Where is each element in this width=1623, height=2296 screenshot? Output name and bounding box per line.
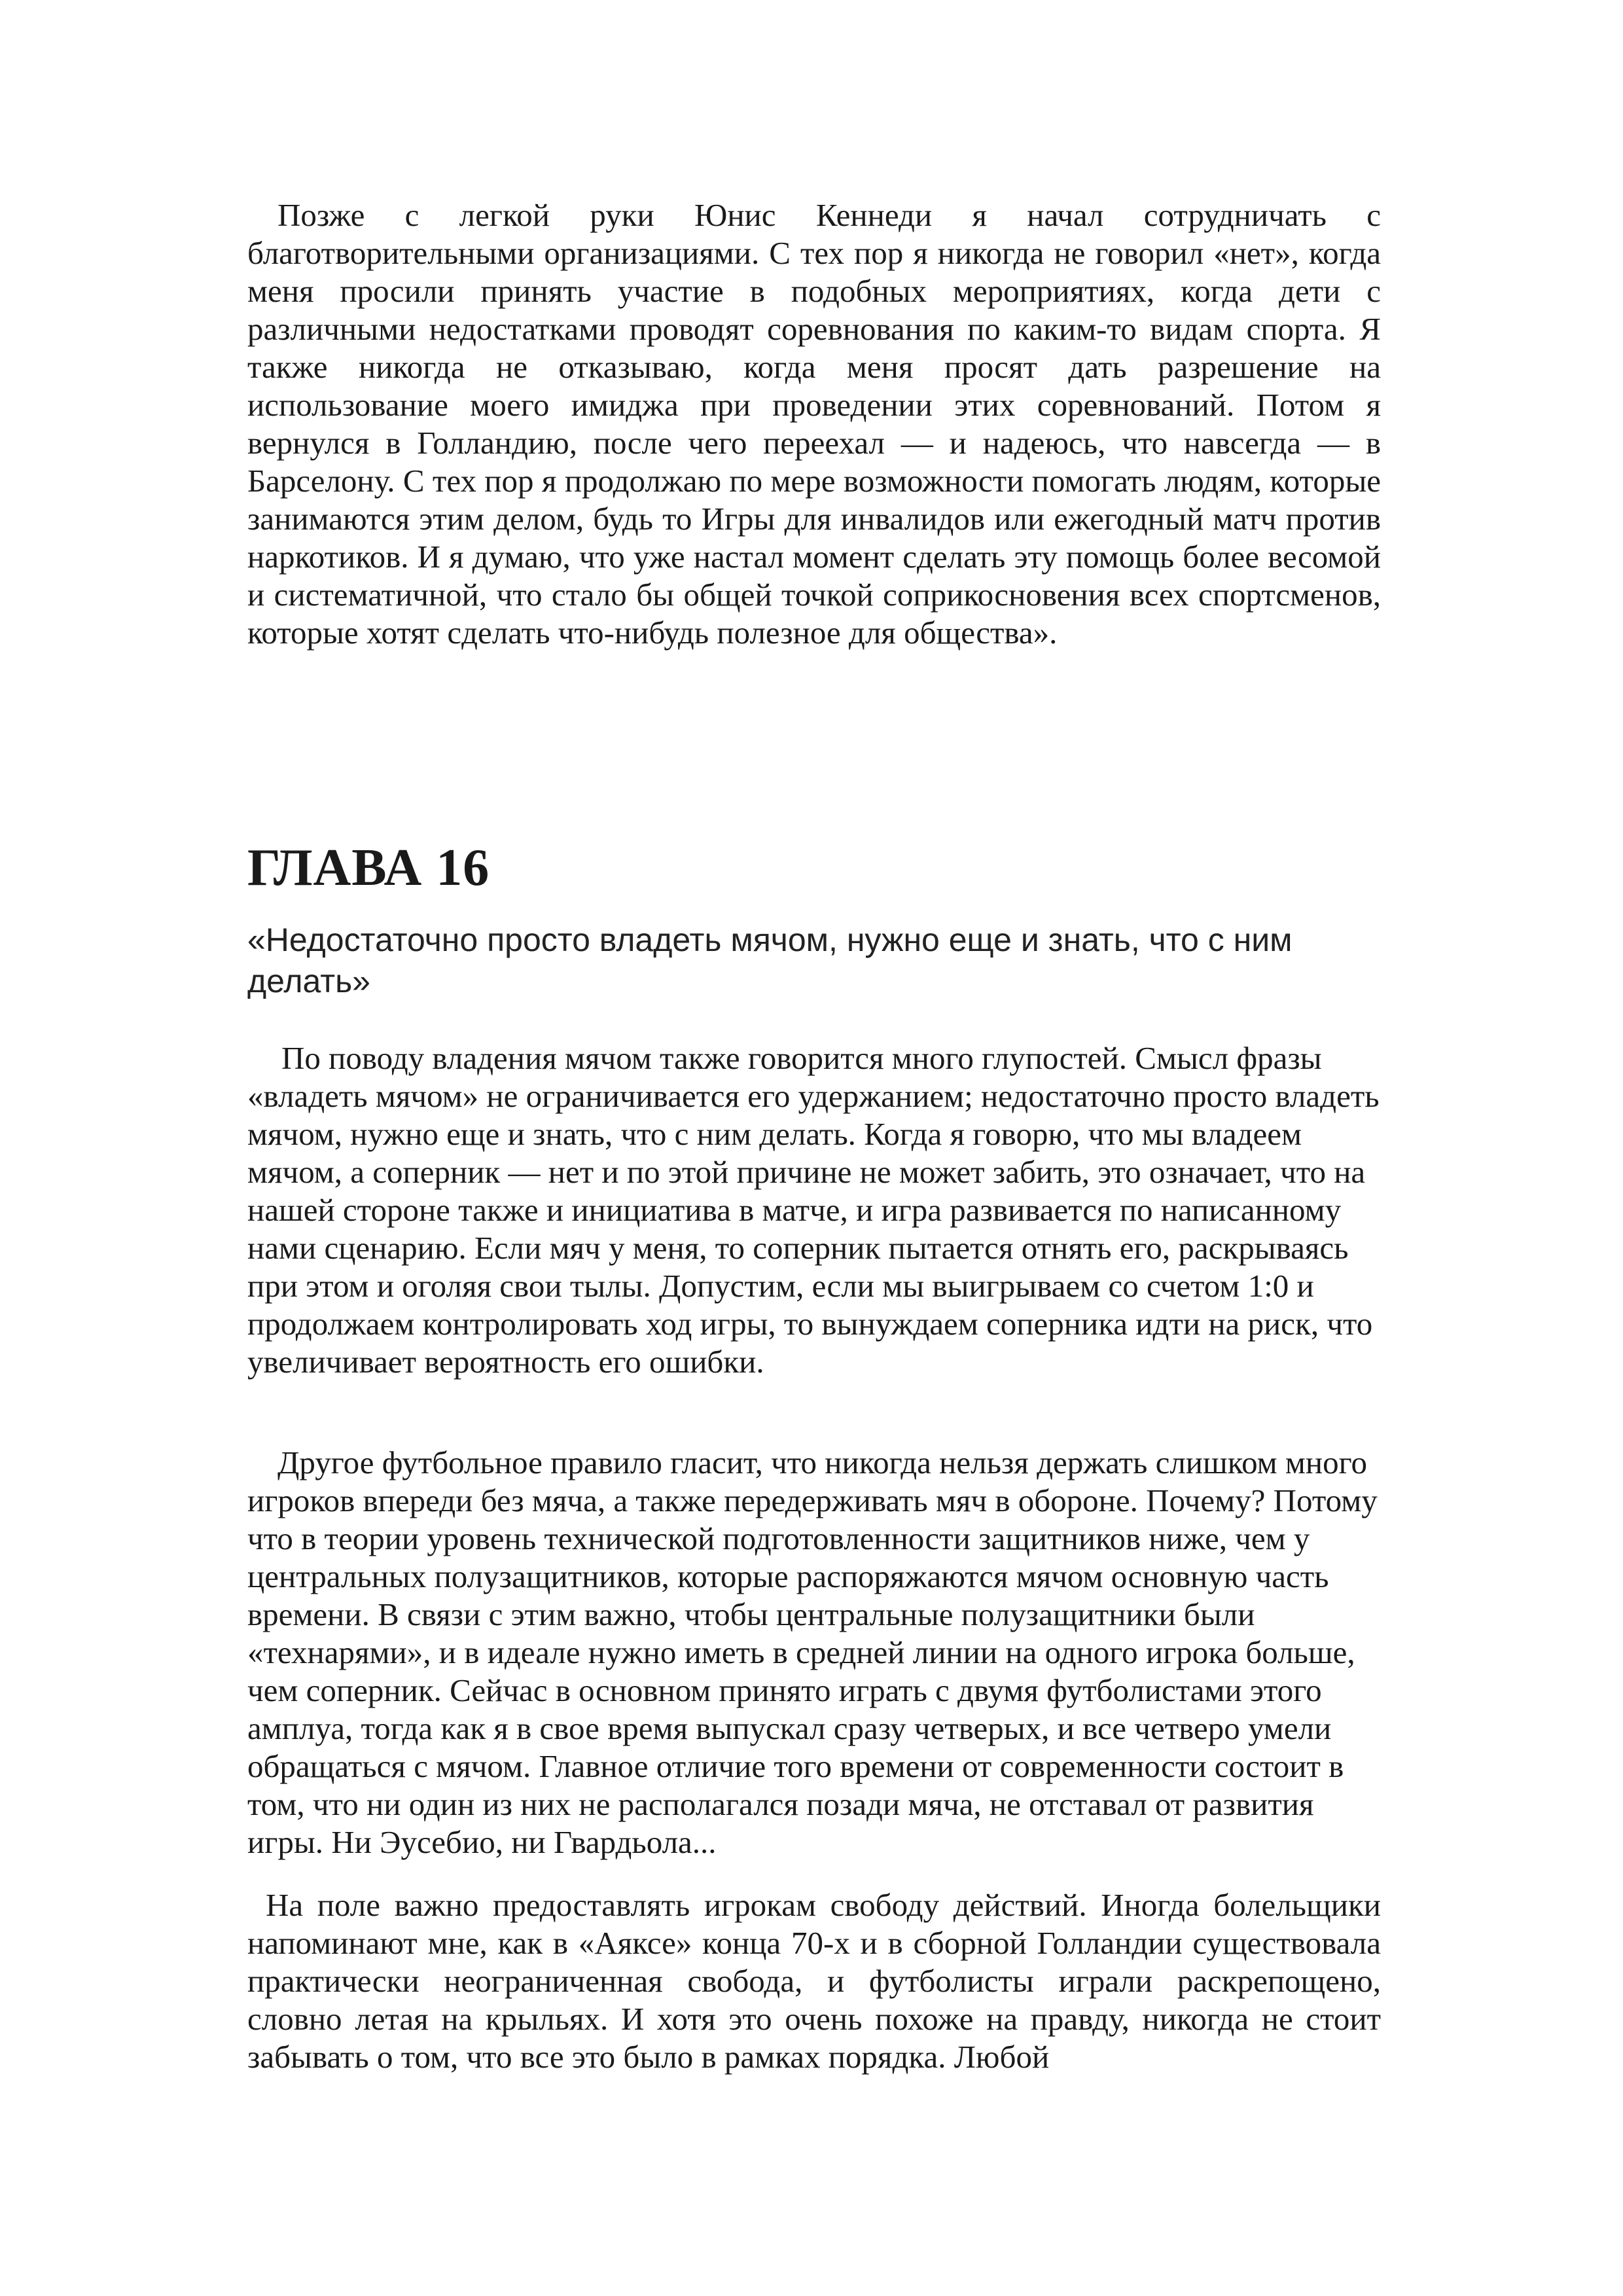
body-paragraph-possession: По поводу владения мячом также говорится много глупостей. Смысл фразы «владеть мячом» не ограничивается его удержанием; недостаточно просто владеть мячом, нужно еще и знать, что с ним делать. Когда я говорю, что мы владеем мячом, а соперник — нет и по этой причине не может забить, это означает, что на нашей стороне также и инициатива в матче, и игра развивается по написанному нами сценарию. Если мяч у меня, то соперник пытается отнять его, раскрываясь при этом и оголяя свои тылы. Допустим, если мы выигрываем со счетом 1:0 и продолжаем контролировать ход игры, то вынуждаем соперника идти на риск, что увеличивает вероятность его ошибки. (247, 1040, 1380, 1380)
body-paragraph-midfield: Другое футбольное правило гласит, что никогда нельзя держать слишком много игроков впереди без мяча, а также передерживать мяч в обороне. Почему? Потому что в теории уровень технической подготовленности защитников ниже, чем у центральных полузащитников, которые распоряжаются мячом основную часть времени. В связи с этим важно, чтобы центральные полузащитники были «технарями», и в идеале нужно иметь в средней линии на одного игрока больше, чем соперник. Сейчас в основном принято играть с двумя футболистами этого амплуа, тогда как я в свое время выпускал сразу четверых, и все четверо умели обращаться с мячом. Главное отличие того времени от современности состоит в том, что ни один из них не располагался позади мяча, не отставал от развития игры. Ни Эусебио, ни Гвардьола... (247, 1444, 1378, 1860)
intro-paragraph: Позже с легкой руки Юнис Кеннеди я начал сотрудничать с благотворительными организациями. С тех пор я никогда не говорил «нет», когда меня просили принять участие в подобных мероприятиях, когда дети с различными недостатками проводят соревнования по каким-то видам спорта. Я также никогда не отказываю, когда меня просят дать разрешение на использование моего имиджа при проведении этих соревнований. Потом я вернулся в Голландию, после чего переехал — и надеюсь, что навсегда — в Барселону. С тех пор я продолжаю по мере возможности помогать людям, которые занимаются этим делом, будь то Игры для инвалидов или ежегодный матч против наркотиков. И я думаю, что уже настал момент сделать эту помощь более весомой и систематичной, что стало бы общей точкой соприкосновения всех спортсменов, которые хотят сделать что-нибудь полезное для общества». (247, 197, 1381, 651)
chapter-title: ГЛАВА 16 (247, 839, 490, 897)
body-paragraph-freedom: На поле важно предоставлять игрокам свободу действий. Иногда болельщики напоминают мне, как в «Аяксе» конца 70-х и в сборной Голландии существовала практически неограниченная свобода, и футболисты играли раскрепощено, словно летая на крыльях. И хотя это очень похоже на правду, никогда не стоит забывать о том, что все это было в рамках порядка. Любой (247, 1887, 1381, 2075)
chapter-subtitle: «Недостаточно просто владеть мячом, нужно еще и знать, что с ним делать» (247, 922, 1293, 999)
